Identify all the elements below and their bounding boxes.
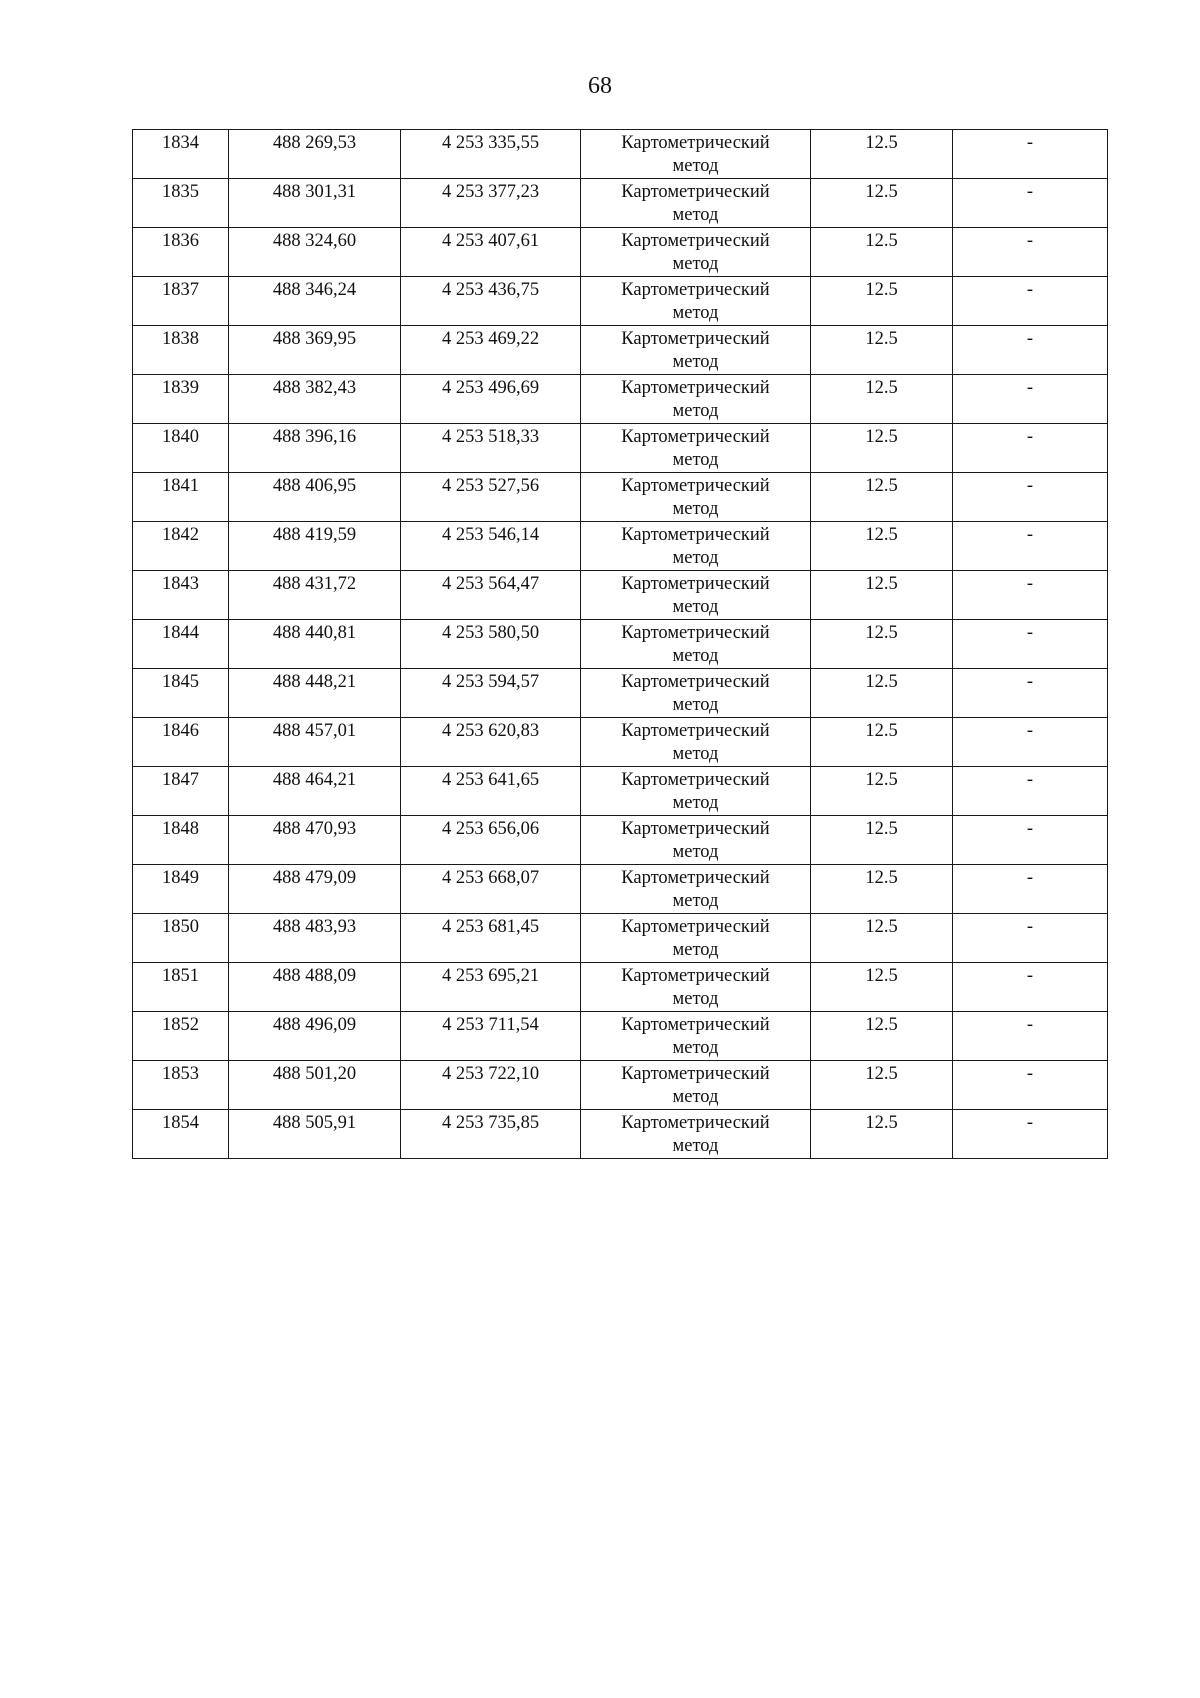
y-coordinate-cell: 4 253 335,55 [401,130,581,179]
y-coordinate-cell: 4 253 527,56 [401,473,581,522]
method-cell [581,767,811,816]
x-coordinate-cell: 488 396,16 [229,424,401,473]
description-cell: - [953,375,1108,424]
description-cell: - [953,816,1108,865]
method-line-2: метод [672,450,719,470]
table-row [133,571,1108,620]
description-cell: - [953,571,1108,620]
x-coordinate-cell: 488 464,21 [229,767,401,816]
method-line-2: метод [672,205,719,225]
point-number-cell: 1840 [133,424,229,473]
y-coordinate-cell: 4 253 641,65 [401,767,581,816]
method-cell [581,473,811,522]
y-coordinate-cell: 4 253 620,83 [401,718,581,767]
accuracy-cell: 12.5 [811,669,953,718]
accuracy-cell: 12.5 [811,130,953,179]
x-coordinate-cell: 488 431,72 [229,571,401,620]
y-coordinate-cell: 4 253 656,06 [401,816,581,865]
y-coordinate-cell: 4 253 436,75 [401,277,581,326]
method-line-2: метод [672,548,719,568]
point-number-cell: 1844 [133,620,229,669]
method-cell [581,522,811,571]
method-line-1: Картометрический [621,574,770,594]
table-row [133,1061,1108,1110]
table-row [133,473,1108,522]
point-number-cell: 1848 [133,816,229,865]
accuracy-cell: 12.5 [811,865,953,914]
method-line-1: Картометрический [621,378,770,398]
method-cell [581,228,811,277]
method-line-2: метод [672,401,719,421]
accuracy-cell: 12.5 [811,179,953,228]
point-number-cell: 1843 [133,571,229,620]
y-coordinate-cell: 4 253 580,50 [401,620,581,669]
method-cell [581,669,811,718]
x-coordinate-cell: 488 479,09 [229,865,401,914]
method-cell [581,1061,811,1110]
method-line-2: метод [672,303,719,323]
method-line-1: Картометрический [621,182,770,202]
page-number: 68 [588,73,612,99]
method-line-1: Картометрический [621,231,770,251]
accuracy-cell: 12.5 [811,1110,953,1159]
point-number-cell: 1836 [133,228,229,277]
y-coordinate-cell: 4 253 564,47 [401,571,581,620]
method-line-1: Картометрический [621,1015,770,1035]
x-coordinate-cell: 488 448,21 [229,669,401,718]
method-cell [581,718,811,767]
method-cell [581,277,811,326]
method-line-2: метод [672,352,719,372]
table-row [133,522,1108,571]
method-cell [581,1110,811,1159]
y-coordinate-cell: 4 253 668,07 [401,865,581,914]
method-line-2: метод [672,254,719,274]
accuracy-cell: 12.5 [811,718,953,767]
point-number-cell: 1838 [133,326,229,375]
accuracy-cell: 12.5 [811,963,953,1012]
y-coordinate-cell: 4 253 594,57 [401,669,581,718]
x-coordinate-cell: 488 382,43 [229,375,401,424]
description-cell: - [953,179,1108,228]
x-coordinate-cell: 488 501,20 [229,1061,401,1110]
table-row [133,865,1108,914]
method-line-1: Картометрический [621,280,770,300]
point-number-cell: 1841 [133,473,229,522]
point-number-cell: 1842 [133,522,229,571]
description-cell: - [953,1012,1108,1061]
y-coordinate-cell: 4 253 377,23 [401,179,581,228]
method-line-1: Картометрический [621,329,770,349]
accuracy-cell: 12.5 [811,767,953,816]
x-coordinate-cell: 488 346,24 [229,277,401,326]
method-line-1: Картометрический [621,1064,770,1084]
method-line-1: Картометрический [621,721,770,741]
method-cell [581,963,811,1012]
y-coordinate-cell: 4 253 722,10 [401,1061,581,1110]
point-number-cell: 1845 [133,669,229,718]
method-line-2: метод [672,695,719,715]
description-cell: - [953,326,1108,375]
table-row [133,326,1108,375]
description-cell: - [953,1061,1108,1110]
description-cell: - [953,424,1108,473]
method-line-2: метод [672,891,719,911]
x-coordinate-cell: 488 488,09 [229,963,401,1012]
point-number-cell: 1837 [133,277,229,326]
table-row [133,375,1108,424]
table-row [133,1012,1108,1061]
table-row [133,228,1108,277]
coordinates-table [132,129,1108,1159]
method-line-2: метод [672,1038,719,1058]
x-coordinate-cell: 488 505,91 [229,1110,401,1159]
y-coordinate-cell: 4 253 518,33 [401,424,581,473]
table-row [133,620,1108,669]
point-number-cell: 1847 [133,767,229,816]
description-cell: - [953,620,1108,669]
description-cell: - [953,669,1108,718]
method-cell [581,620,811,669]
description-cell: - [953,277,1108,326]
description-cell: - [953,718,1108,767]
method-line-2: метод [672,1087,719,1107]
x-coordinate-cell: 488 301,31 [229,179,401,228]
y-coordinate-cell: 4 253 711,54 [401,1012,581,1061]
method-line-2: метод [672,597,719,617]
table-row [133,669,1108,718]
method-line-1: Картометрический [621,476,770,496]
x-coordinate-cell: 488 457,01 [229,718,401,767]
table-row [133,1110,1108,1159]
table-row [133,718,1108,767]
table-row [133,767,1108,816]
accuracy-cell: 12.5 [811,522,953,571]
method-line-2: метод [672,842,719,862]
point-number-cell: 1854 [133,1110,229,1159]
description-cell: - [953,865,1108,914]
point-number-cell: 1839 [133,375,229,424]
method-line-1: Картометрический [621,525,770,545]
method-cell [581,865,811,914]
accuracy-cell: 12.5 [811,277,953,326]
x-coordinate-cell: 488 419,59 [229,522,401,571]
coordinates-table-body [133,130,1108,1159]
method-line-1: Картометрический [621,672,770,692]
point-number-cell: 1853 [133,1061,229,1110]
accuracy-cell: 12.5 [811,571,953,620]
description-cell: - [953,963,1108,1012]
method-line-1: Картометрический [621,427,770,447]
accuracy-cell: 12.5 [811,620,953,669]
y-coordinate-cell: 4 253 735,85 [401,1110,581,1159]
y-coordinate-cell: 4 253 407,61 [401,228,581,277]
method-cell [581,326,811,375]
method-cell [581,375,811,424]
method-line-1: Картометрический [621,917,770,937]
table-row [133,424,1108,473]
method-line-1: Картометрический [621,966,770,986]
accuracy-cell: 12.5 [811,914,953,963]
method-line-2: метод [672,499,719,519]
x-coordinate-cell: 488 483,93 [229,914,401,963]
point-number-cell: 1849 [133,865,229,914]
table-row [133,963,1108,1012]
accuracy-cell: 12.5 [811,1012,953,1061]
accuracy-cell: 12.5 [811,375,953,424]
method-line-2: метод [672,793,719,813]
point-number-cell: 1850 [133,914,229,963]
x-coordinate-cell: 488 470,93 [229,816,401,865]
table-row [133,816,1108,865]
y-coordinate-cell: 4 253 695,21 [401,963,581,1012]
method-line-1: Картометрический [621,819,770,839]
description-cell: - [953,522,1108,571]
accuracy-cell: 12.5 [811,228,953,277]
method-cell [581,571,811,620]
method-line-2: метод [672,646,719,666]
description-cell: - [953,914,1108,963]
point-number-cell: 1835 [133,179,229,228]
method-line-1: Картометрический [621,623,770,643]
y-coordinate-cell: 4 253 469,22 [401,326,581,375]
y-coordinate-cell: 4 253 496,69 [401,375,581,424]
point-number-cell: 1846 [133,718,229,767]
table-row [133,130,1108,179]
method-line-2: метод [672,940,719,960]
point-number-cell: 1834 [133,130,229,179]
table-row [133,179,1108,228]
method-cell [581,130,811,179]
description-cell: - [953,228,1108,277]
method-cell [581,816,811,865]
accuracy-cell: 12.5 [811,424,953,473]
point-number-cell: 1852 [133,1012,229,1061]
method-line-2: метод [672,156,719,176]
description-cell: - [953,1110,1108,1159]
y-coordinate-cell: 4 253 681,45 [401,914,581,963]
x-coordinate-cell: 488 440,81 [229,620,401,669]
method-cell [581,179,811,228]
method-line-1: Картометрический [621,133,770,153]
method-line-2: метод [672,989,719,1009]
x-coordinate-cell: 488 269,53 [229,130,401,179]
method-cell [581,1012,811,1061]
accuracy-cell: 12.5 [811,816,953,865]
description-cell: - [953,130,1108,179]
description-cell: - [953,767,1108,816]
point-number-cell: 1851 [133,963,229,1012]
method-line-2: метод [672,1136,719,1156]
method-line-2: метод [672,744,719,764]
x-coordinate-cell: 488 496,09 [229,1012,401,1061]
method-line-1: Картометрический [621,868,770,888]
description-cell: - [953,473,1108,522]
accuracy-cell: 12.5 [811,1061,953,1110]
table-row [133,914,1108,963]
method-line-1: Картометрический [621,1113,770,1133]
accuracy-cell: 12.5 [811,326,953,375]
x-coordinate-cell: 488 324,60 [229,228,401,277]
accuracy-cell: 12.5 [811,473,953,522]
x-coordinate-cell: 488 369,95 [229,326,401,375]
x-coordinate-cell: 488 406,95 [229,473,401,522]
method-cell [581,914,811,963]
y-coordinate-cell: 4 253 546,14 [401,522,581,571]
method-line-1: Картометрический [621,770,770,790]
method-cell [581,424,811,473]
table-row [133,277,1108,326]
